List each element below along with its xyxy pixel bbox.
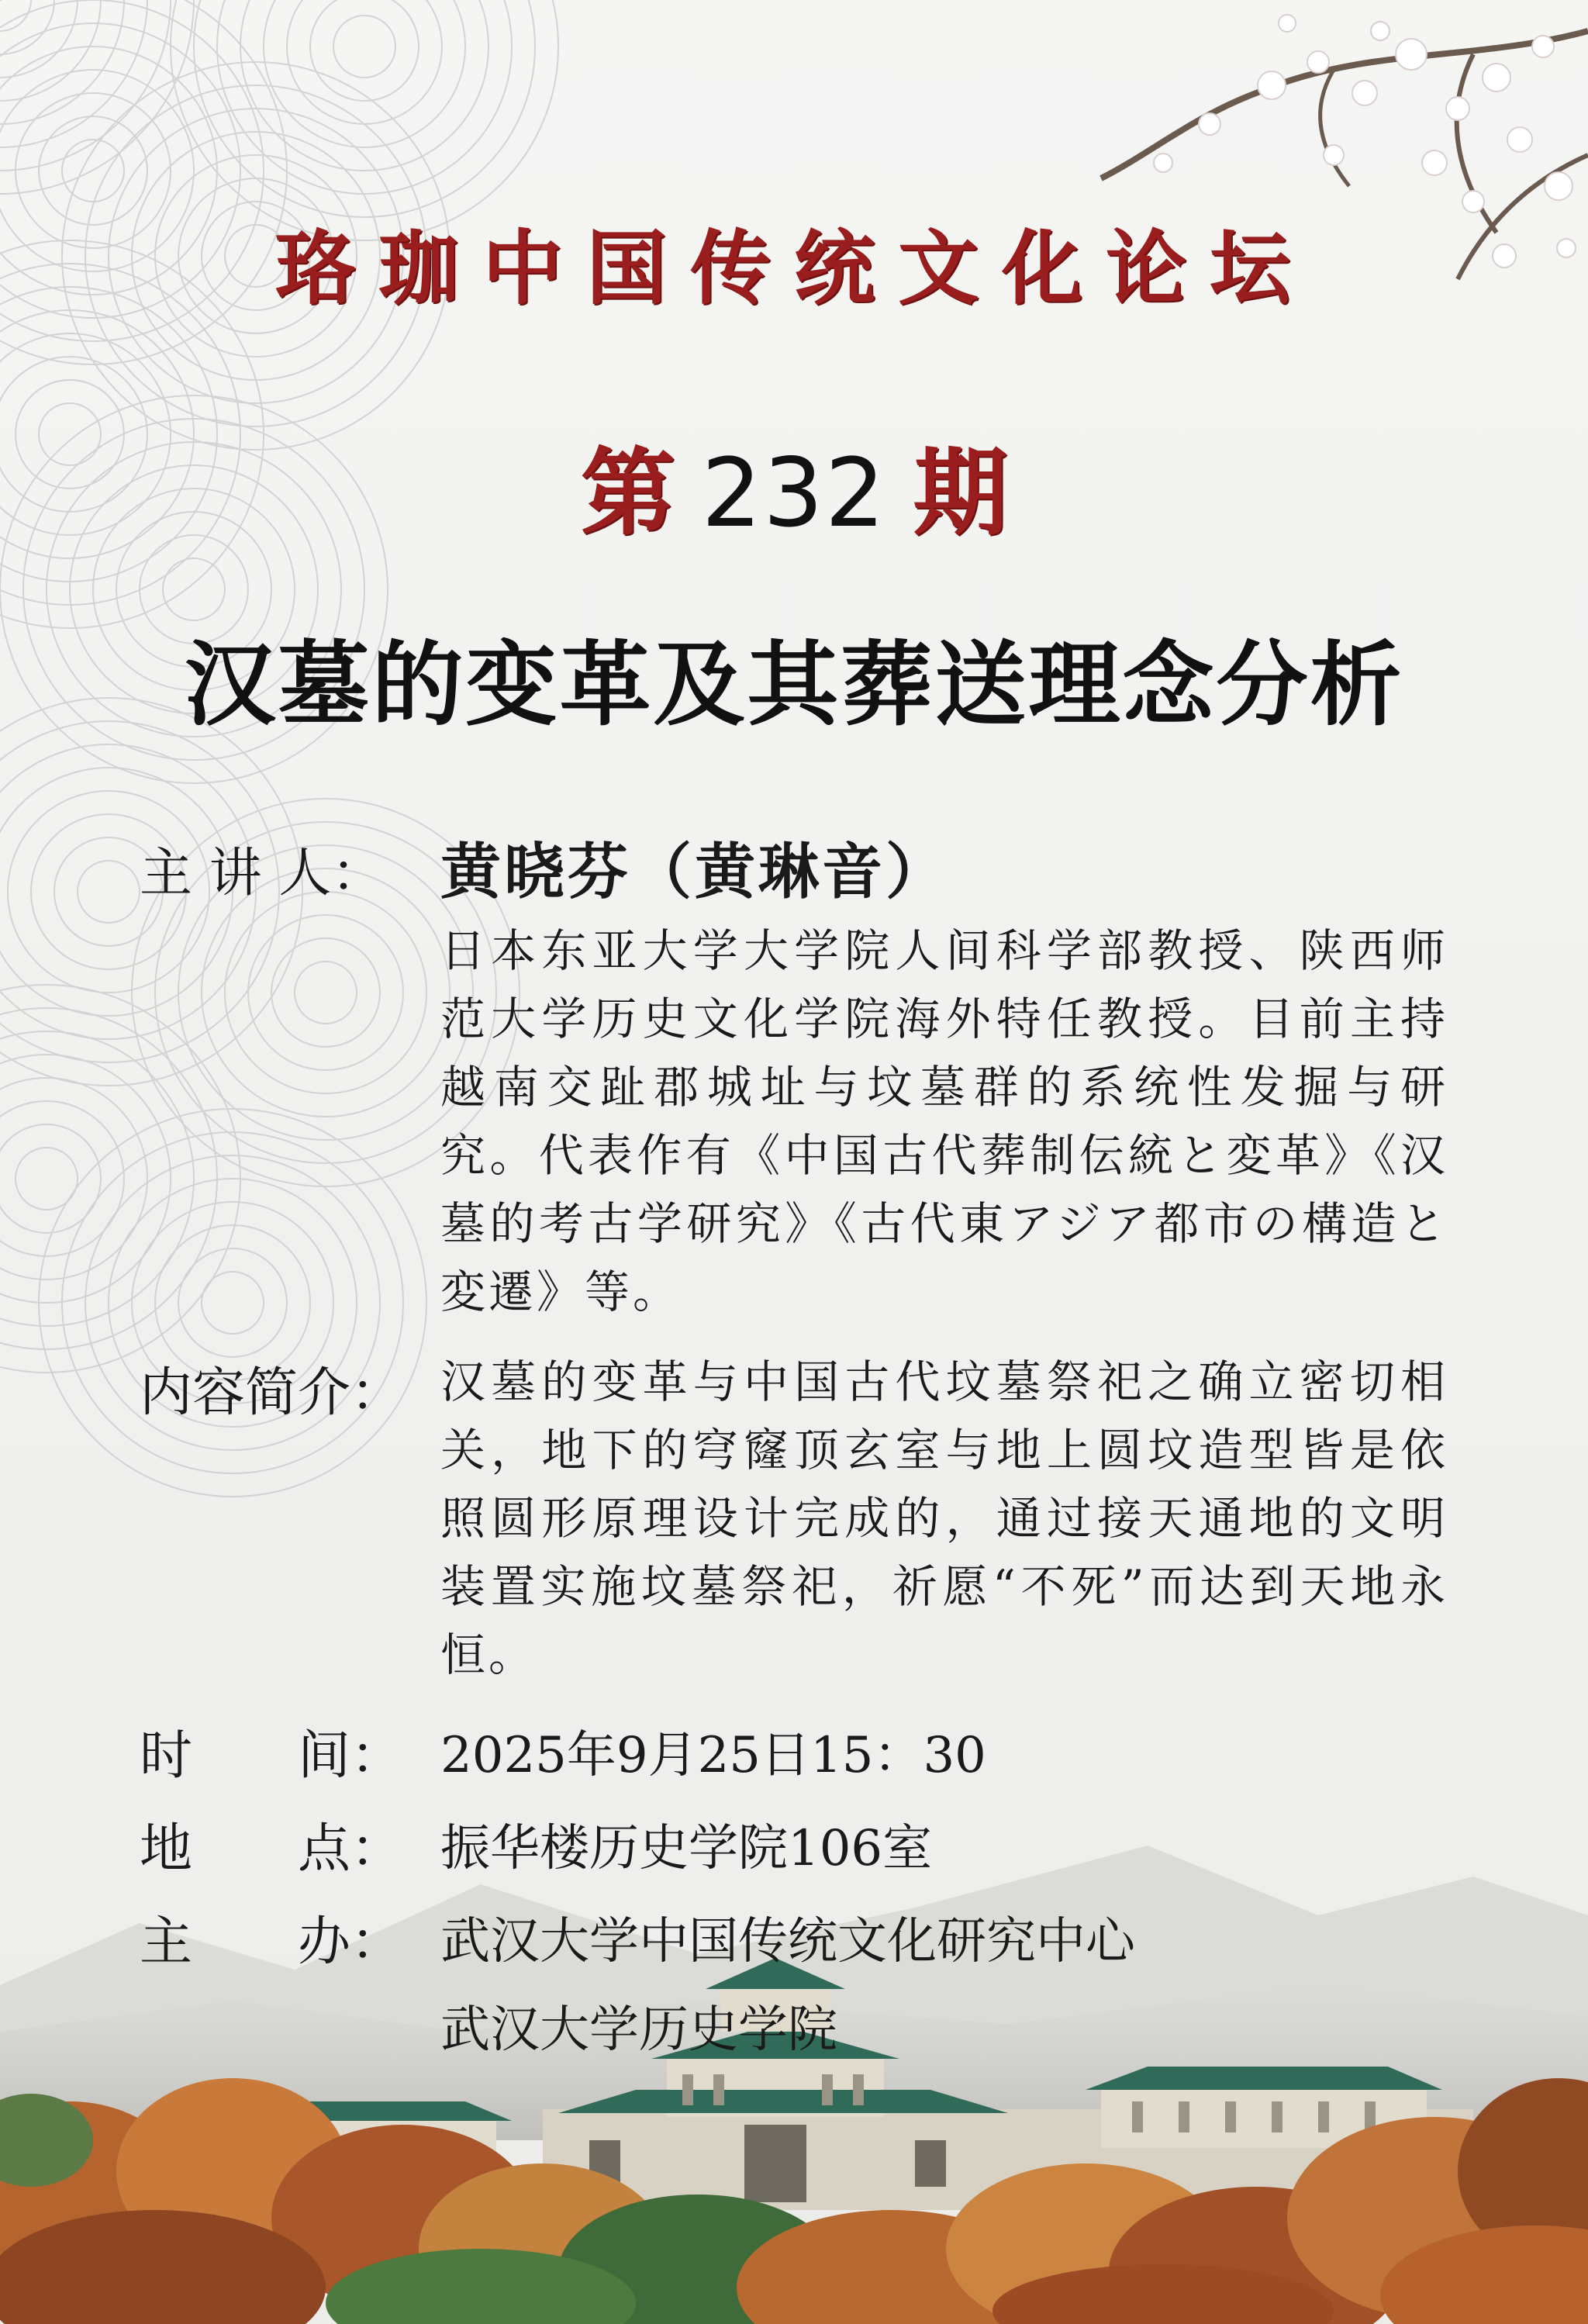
host-line-2: 武汉大学历史学院 [440, 2001, 837, 2059]
time-value: 2025年9月25日15：30 [440, 1727, 986, 1784]
series-title: 珞珈中国传统文化论坛 [274, 221, 1314, 316]
host-label: 主 办： [140, 1911, 404, 1973]
host-line-1: 武汉大学中国传统文化研究中心 [440, 1913, 1135, 1970]
time-label: 时 间： [140, 1725, 404, 1787]
summary-label: 内容简介： [140, 1362, 404, 1424]
speaker-name: 黄晓芬（黄琳音） [440, 837, 950, 907]
issue-prefix: 第 [580, 438, 675, 548]
place-label: 地 点： [140, 1818, 404, 1880]
issue-number: 232 [701, 438, 887, 548]
issue-number-line [0, 417, 1588, 553]
lecture-topic: 汉墓的变革及其葬送理念分析 [184, 630, 1404, 738]
speaker-label: 主 讲 人： [140, 843, 385, 904]
place-value: 振华楼历史学院106室 [440, 1820, 933, 1877]
issue-suffix: 期 [913, 438, 1008, 548]
summary-text: 汉墓的变革与中国古代坟墓祭祀之确立密切相关，地下的穹窿顶玄室与地上圆坟造型皆是依照圆形原理设计完成的，通过接天通地的文明装置实施坟墓祭祀，祈愿“不死”而达到天地永恒。 [440, 1355, 1448, 1681]
speaker-bio: 日本东亚大学大学院人间科学部教授、陕西师范大学历史文化学院海外特任教授。目前主持越南交趾郡城址与坟墓群的系统性发掘与研究。代表作有《中国古代葬制伝統と変革》《汉墓的考古学研究》《古代東アジア都市の構造と変遷》等。 [440, 924, 1448, 1318]
